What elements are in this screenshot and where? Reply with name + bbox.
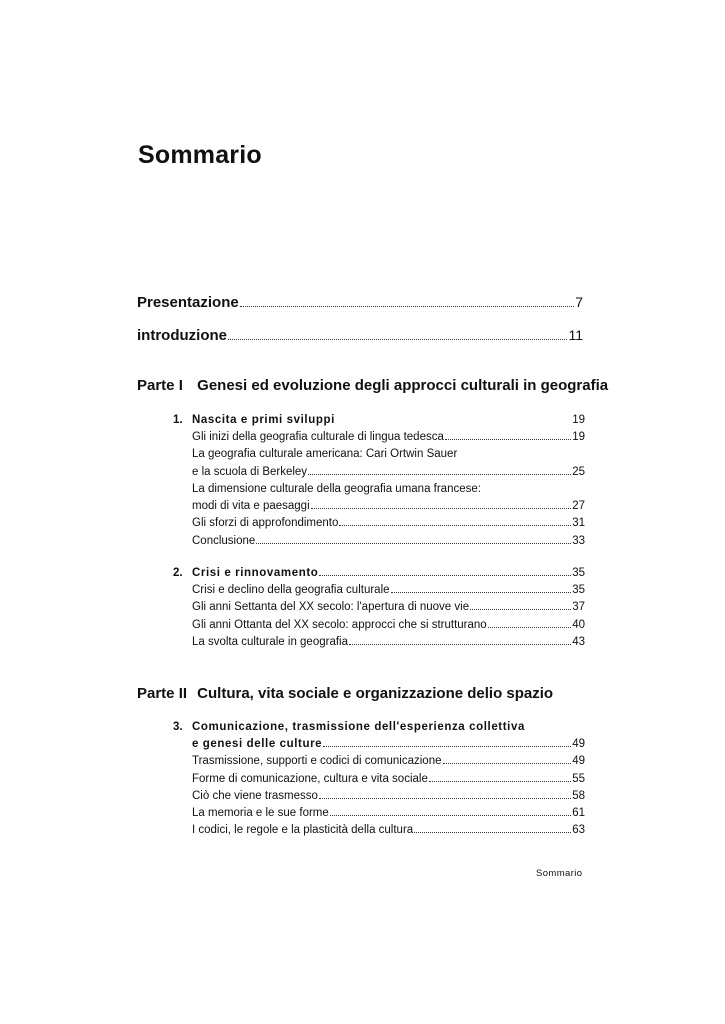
toc-entry[interactable] [173, 535, 585, 552]
chapter-number: 2. [173, 567, 183, 579]
toc-entry-line[interactable]: La dimensione culturale della geografia umana francese: [192, 482, 481, 495]
dot-leader [311, 507, 572, 509]
chapter-heading[interactable] [173, 721, 585, 738]
entry-label: Crisi e declino della geografia culturale [192, 584, 390, 596]
chapter-heading[interactable] [173, 414, 585, 431]
entry-label: Conclusione [192, 534, 256, 547]
toc-entry[interactable] [173, 755, 585, 772]
dot-leader [339, 524, 571, 526]
entry-label: Forme di comunicazione, cultura e vita sociale [192, 772, 428, 785]
toc-entry[interactable] [173, 584, 585, 601]
dot-leader [488, 626, 572, 628]
chapter-2 [173, 567, 585, 653]
part-heading-1 [137, 377, 608, 394]
part-label: Parte II [137, 685, 188, 702]
page-number: 35 [572, 567, 585, 579]
toc-entry[interactable] [173, 431, 585, 448]
dot-leader [308, 473, 571, 475]
toc-entry[interactable] [173, 824, 585, 841]
toc-entry-line[interactable]: La geografia culturale americana: Cari Ortwin Sauer [192, 448, 458, 461]
page-number: 11 [568, 327, 583, 343]
dot-leader [391, 591, 572, 593]
page-number: 7 [575, 294, 583, 310]
dot-leader [240, 305, 574, 307]
entry-label: modi di vita e paesaggi [192, 500, 310, 513]
chapter-number: 1. [173, 414, 183, 426]
entry-label: Trasmissione, supporti e codici di comunicazione [192, 755, 442, 768]
toc-entry-introduzione[interactable] [137, 327, 583, 344]
entry-label: I codici, le regole e la plasticità della cultura [192, 824, 414, 837]
toc-entry-presentazione[interactable] [137, 294, 583, 311]
page-number: 33 [572, 534, 585, 547]
page-number: 49 [572, 738, 585, 750]
toc-entry[interactable] [173, 807, 585, 824]
entry-label: Gli anni Ottanta del XX secolo: approcci che si strutturano [192, 618, 487, 631]
page-number: 19 [572, 414, 585, 426]
page-number: 27 [572, 500, 585, 513]
chapter-1 [173, 414, 585, 552]
page-number: 63 [572, 824, 585, 837]
toc-entry[interactable] [173, 466, 585, 483]
entry-label: Gli sforzi di approfondimento [192, 517, 339, 530]
part-title: Genesi ed evoluzione degli approcci culturali in geografia [197, 377, 609, 394]
chapter-title-continued: e genesi delle culture [192, 738, 323, 750]
toc-entry[interactable] [173, 790, 585, 807]
entry-label: La memoria e le sue forme [192, 807, 329, 820]
page-number: 40 [572, 618, 585, 631]
page-title: Sommario [138, 141, 262, 169]
page-number: 35 [572, 584, 585, 596]
entry-label: e la scuola di Berkeley [192, 465, 308, 478]
dot-leader [429, 780, 571, 782]
page-number: 37 [572, 601, 585, 614]
toc-entry[interactable] [173, 773, 585, 790]
dot-leader [319, 797, 571, 799]
page-number: 49 [572, 755, 585, 768]
toc-entry[interactable] [173, 500, 585, 517]
dot-leader [445, 438, 571, 440]
dot-leader [470, 608, 571, 610]
toc-entry[interactable] [173, 601, 585, 618]
entry-label: La svolta culturale in geografia [192, 635, 348, 648]
part-title: Cultura, vita sociale e organizzazione delio spazio [197, 685, 554, 702]
page-number: 61 [572, 807, 585, 820]
dot-leader [414, 831, 571, 833]
dot-leader [319, 574, 571, 576]
chapter-heading[interactable] [173, 567, 585, 584]
page-number: 55 [572, 772, 585, 785]
entry-label: Presentazione [137, 294, 239, 311]
chapter-number: 3. [173, 721, 183, 733]
chapter-title: Crisi e rinnovamento [192, 567, 319, 579]
page-number: 58 [572, 789, 585, 802]
chapter-3 [173, 721, 585, 842]
entry-label: Ciò che viene trasmesso [192, 789, 318, 802]
entry-label: Gli anni Settanta del XX secolo: l'apertura di nuove vie [192, 601, 470, 614]
page-number: 25 [572, 465, 585, 478]
toc-entry[interactable] [173, 517, 585, 534]
dot-leader [256, 542, 571, 544]
part-label: Parte I [137, 377, 183, 394]
dot-leader [323, 745, 571, 747]
entry-label: Gli inizi della geografia culturale di lingua tedesca [192, 431, 444, 443]
page-footer: Sommario [536, 868, 583, 879]
entry-label: introduzione [137, 327, 227, 344]
chapter-heading-line2[interactable] [173, 738, 585, 755]
page-number: 19 [572, 431, 585, 443]
dot-leader [330, 814, 571, 816]
toc-entry[interactable] [173, 619, 585, 636]
toc-entry[interactable] [173, 636, 585, 653]
dot-leader [228, 338, 567, 340]
dot-leader [349, 643, 571, 645]
page-number: 43 [572, 635, 585, 648]
page-number: 31 [572, 517, 585, 530]
chapter-title: Nascita e primi sviluppi [192, 414, 335, 426]
part-heading-2 [137, 685, 553, 702]
chapter-title: Comunicazione, trasmissione dell'esperienza collettiva [192, 721, 525, 733]
dot-leader [443, 762, 572, 764]
